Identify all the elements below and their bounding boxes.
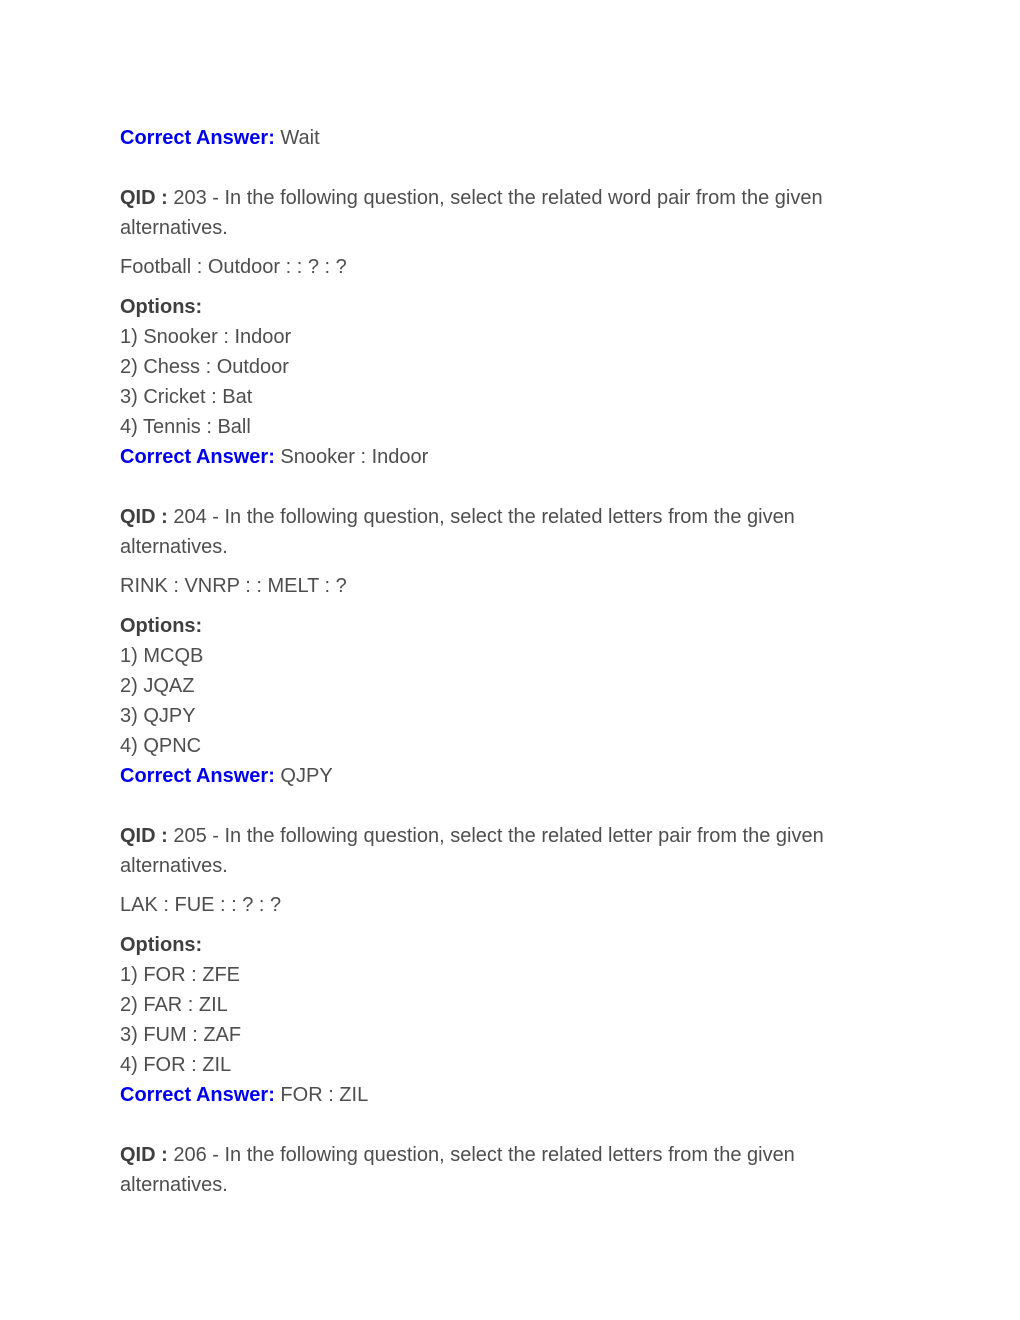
option-1: 1) FOR : ZFE bbox=[120, 964, 240, 986]
correct-answer-line bbox=[120, 442, 900, 472]
correct-answer-value: Snooker : Indoor bbox=[280, 446, 429, 468]
option-2: 2) Chess : Outdoor bbox=[120, 356, 289, 378]
option-3: 3) Cricket : Bat bbox=[120, 386, 253, 408]
correct-answer-label: Correct Answer: bbox=[120, 1084, 275, 1106]
option-3: 3) FUM : ZAF bbox=[120, 1024, 242, 1046]
option-4: 4) QPNC bbox=[120, 735, 202, 757]
correct-answer-value: FOR : ZIL bbox=[280, 1084, 369, 1106]
correct-answer-value: QJPY bbox=[280, 765, 333, 787]
question-block-205 bbox=[120, 821, 900, 1110]
correct-answer-label: Correct Answer: bbox=[120, 765, 275, 787]
question-block-206 bbox=[120, 1140, 900, 1200]
correct-answer-line bbox=[120, 761, 900, 791]
option-1: 1) Snooker : Indoor bbox=[120, 326, 292, 348]
question-text bbox=[120, 1140, 900, 1200]
option-4: 4) FOR : ZIL bbox=[120, 1054, 232, 1076]
correct-answer-value: Wait bbox=[280, 127, 320, 149]
qid-label: QID : bbox=[120, 1144, 168, 1166]
correct-answer-label: Correct Answer: bbox=[120, 446, 275, 468]
options-label: Options: bbox=[120, 934, 203, 956]
question-text bbox=[120, 821, 900, 881]
correct-answer-line bbox=[120, 1080, 900, 1110]
document-content bbox=[120, 123, 900, 1200]
previous-answer-line bbox=[120, 123, 900, 153]
qid-label: QID : bbox=[120, 506, 168, 528]
question-stem: Football : Outdoor : : ? : ? bbox=[120, 256, 347, 278]
question-block-204 bbox=[120, 502, 900, 791]
question-stem: RINK : VNRP : : MELT : ? bbox=[120, 575, 347, 597]
options-block bbox=[120, 292, 900, 472]
option-3: 3) QJPY bbox=[120, 705, 196, 727]
correct-answer-label: Correct Answer: bbox=[120, 127, 275, 149]
question-text bbox=[120, 502, 900, 562]
option-1: 1) MCQB bbox=[120, 645, 204, 667]
question-body: 203 - In the following question, select the related word pair from the given alternatives. bbox=[120, 187, 823, 239]
option-2: 2) JQAZ bbox=[120, 675, 195, 697]
question-body: 204 - In the following question, select the related letters from the given alternatives. bbox=[120, 506, 795, 558]
question-body: 205 - In the following question, select the related letter pair from the given alternatives. bbox=[120, 825, 824, 877]
options-block bbox=[120, 611, 900, 791]
options-block bbox=[120, 930, 900, 1110]
qid-label: QID : bbox=[120, 187, 168, 209]
question-body: 206 - In the following question, select the related letters from the given alternatives. bbox=[120, 1144, 795, 1196]
option-2: 2) FAR : ZIL bbox=[120, 994, 228, 1016]
qid-label: QID : bbox=[120, 825, 168, 847]
options-label: Options: bbox=[120, 296, 203, 318]
option-4: 4) Tennis : Ball bbox=[120, 416, 251, 438]
question-text bbox=[120, 183, 900, 243]
question-stem: LAK : FUE : : ? : ? bbox=[120, 894, 282, 916]
options-label: Options: bbox=[120, 615, 203, 637]
question-block-203 bbox=[120, 183, 900, 472]
